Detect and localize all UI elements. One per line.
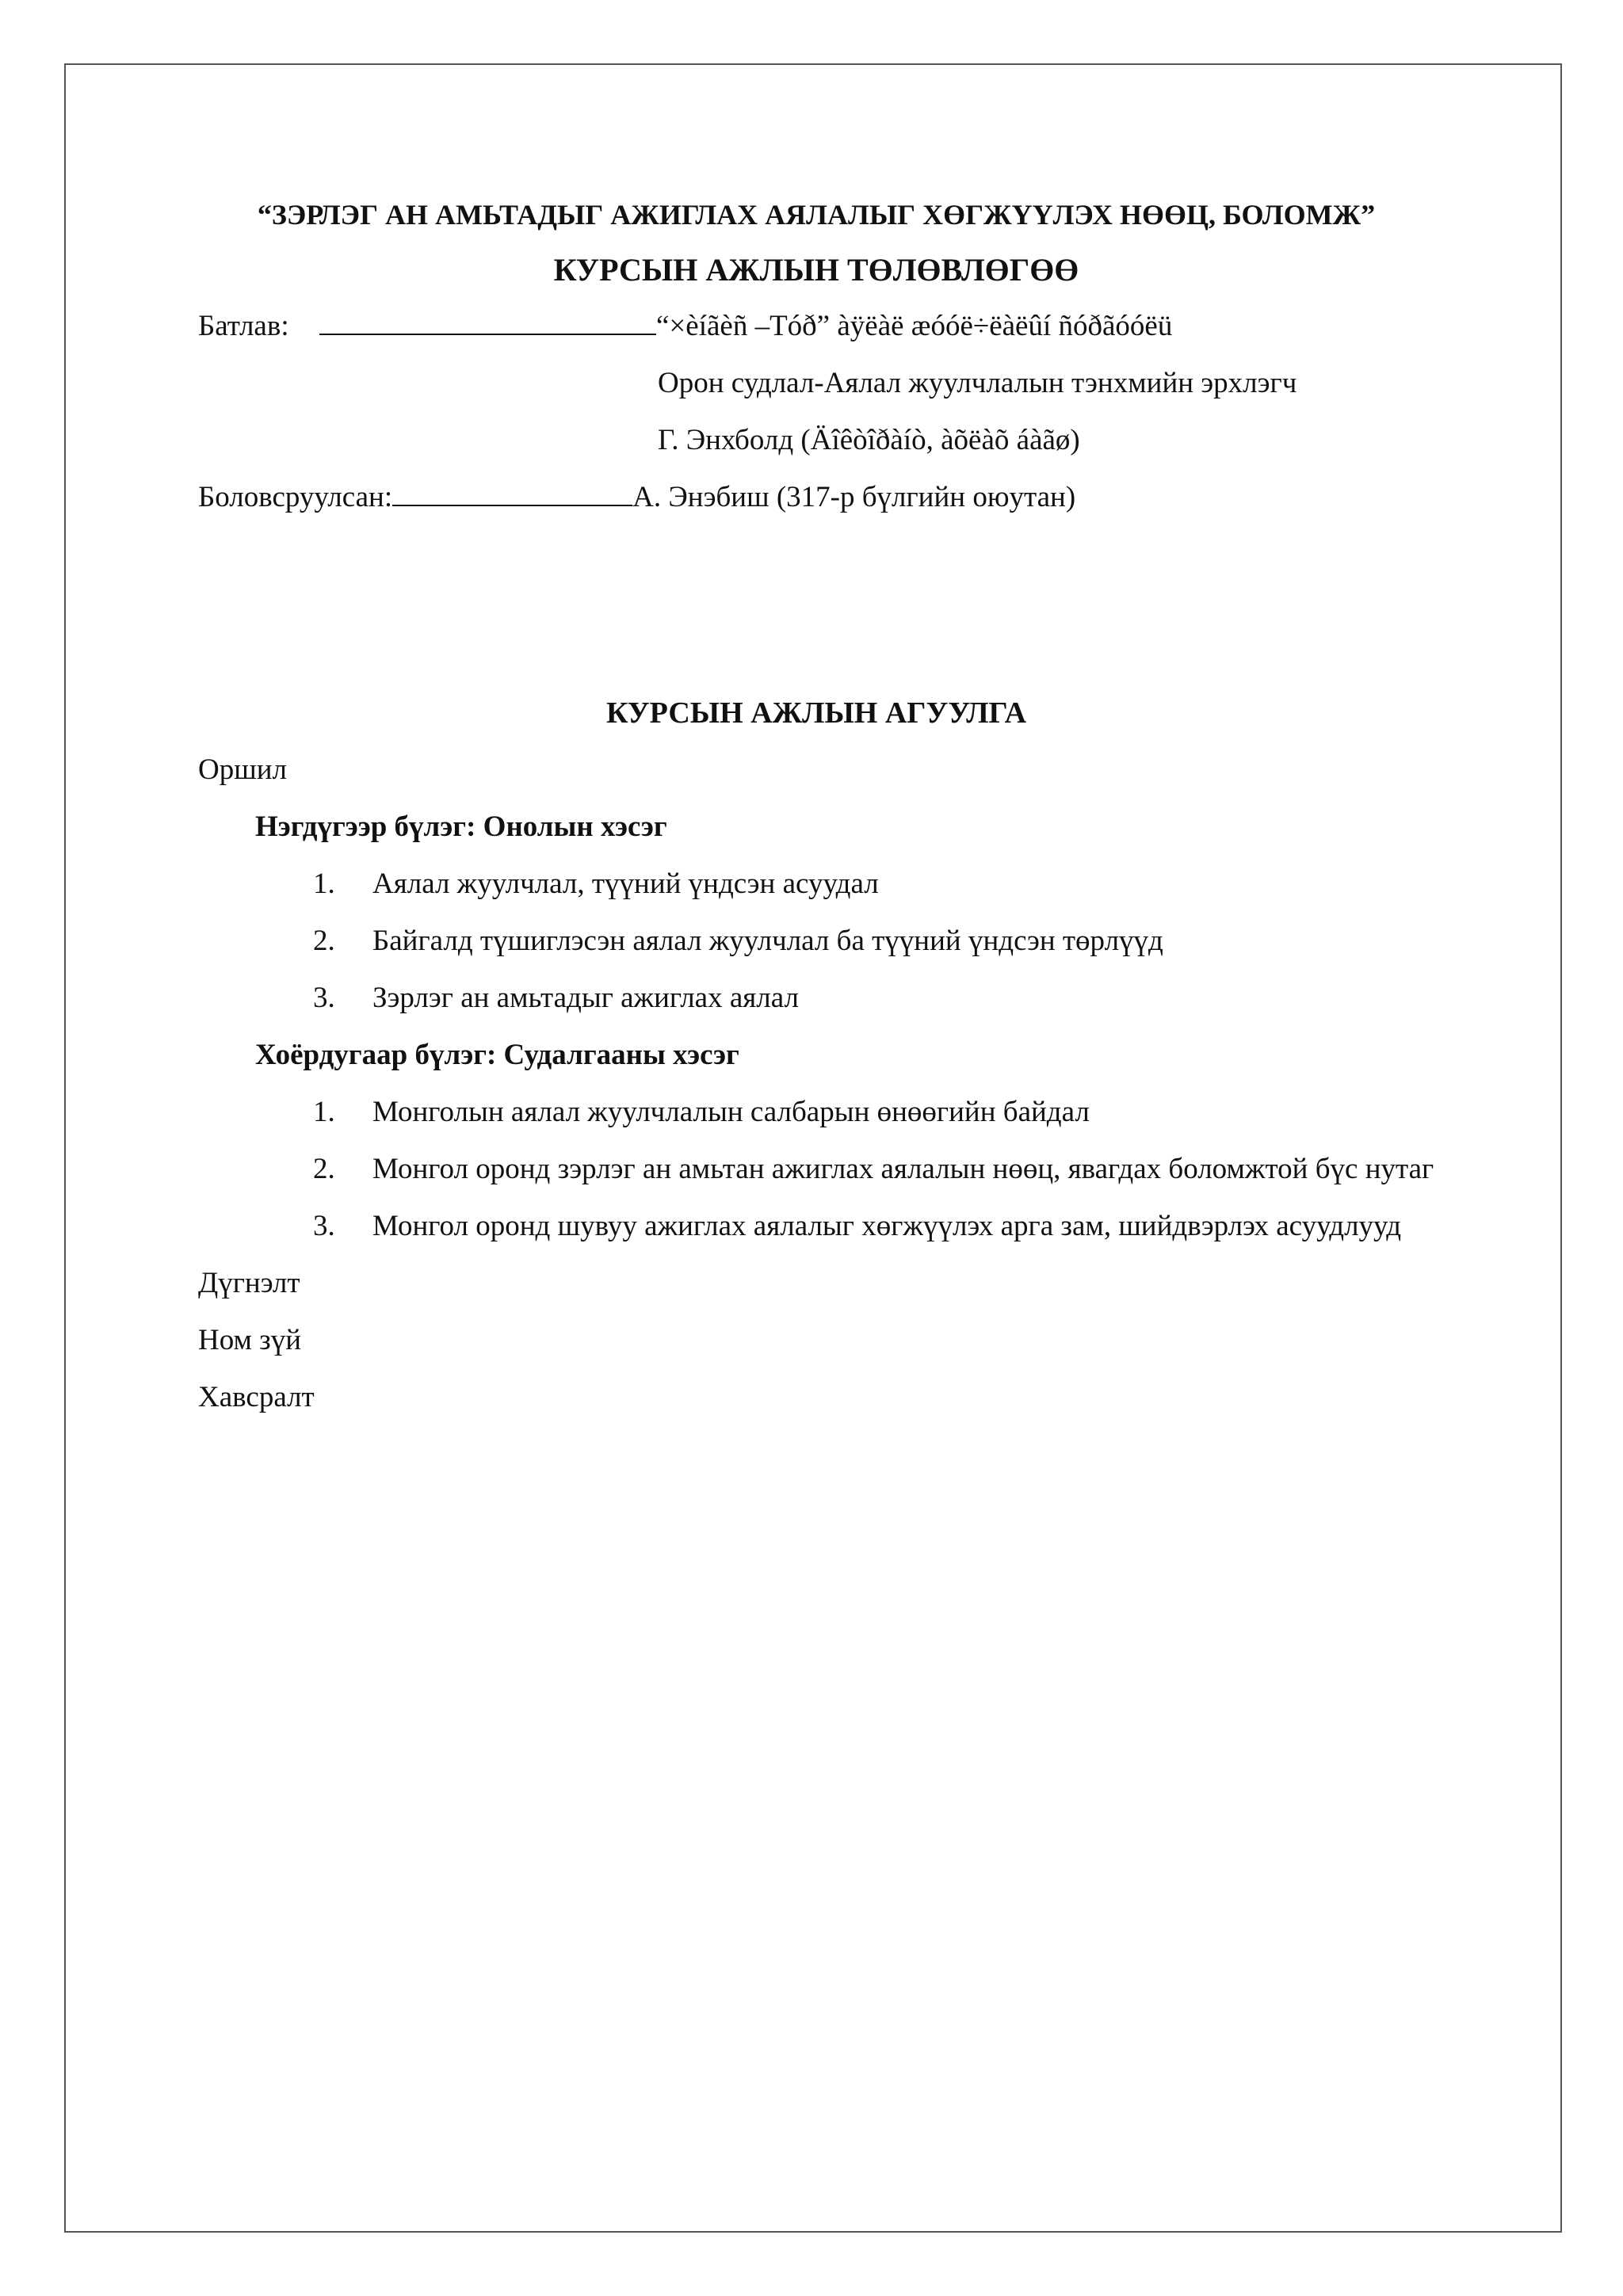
prepared-row [198, 469, 1434, 526]
list-item [198, 1141, 1434, 1198]
list-item [198, 1084, 1434, 1141]
approval-signature-line [319, 302, 656, 335]
list-item [198, 970, 1434, 1027]
toc-chapter-1: Нэгдүгээр бүлэг: Онолын хэсэг [255, 810, 667, 843]
list-item-number: 1. [313, 1096, 335, 1128]
list-item [198, 856, 1434, 913]
approver-line-3: Г. Энхболд (Äîêòîðàíò, àõëàõ áàãø) [658, 424, 1080, 456]
prepared-value: А. Энэбиш (317-р бүлгийн оюутан) [632, 481, 1076, 513]
list-item [198, 913, 1434, 970]
list-item-text: Зэрлэг ан амьтадыг ажиглах аялал [372, 982, 799, 1014]
toc-chapter-2: Хоёрдугаар бүлэг: Судалгааны хэсэг [255, 1039, 739, 1071]
toc-intro: Оршил [198, 753, 287, 786]
approver-line-1: “×èíãèñ –Tóð” àÿëàë æóóë÷ëàëûí ñóðãóóëü [656, 310, 1173, 342]
toc-appendix: Хавсралт [198, 1381, 315, 1413]
list-item-text: Аялал жуулчлал, түүний үндсэн асуудал [372, 868, 879, 900]
list-item-text: Монголын аялал жуулчлалын салбарын өнөөгийн байдал [372, 1096, 1090, 1128]
list-item-number: 2. [313, 1153, 335, 1185]
approver-line-2: Орон судлал-Аялал жуулчлалын тэнхмийн эрхлэгч [658, 367, 1297, 399]
approval-label: Батлав: [198, 310, 289, 342]
list-item-number: 3. [313, 1210, 335, 1242]
list-item-text: Байгалд түшиглэсэн аялал жуулчлал ба түүний үндсэн төрлүүд [372, 925, 1163, 957]
list-item-number: 3. [313, 982, 335, 1014]
document-title: “ЗЭРЛЭГ АН АМЬТАДЫГ АЖИГЛАХ АЯЛАЛЫГ ХӨГЖҮҮЛЭХ НӨӨЦ, БОЛОМЖ” [257, 199, 1376, 231]
toc-references: Ном зүй [198, 1324, 302, 1356]
list-item-number: 2. [313, 925, 335, 957]
list-item-text: Монгол оронд шувуу ажиглах аялалыг хөгжүүлэх арга зам, шийдвэрлэх асуудлууд [372, 1210, 1402, 1242]
document-body [198, 187, 1434, 1426]
toc-title: КУРСЫН АЖЛЫН АГУУЛГА [605, 696, 1027, 730]
list-item-number: 1. [313, 868, 335, 900]
prepared-signature-line [392, 473, 632, 506]
toc-conclusion: Дүгнэлт [198, 1267, 300, 1299]
document-subtitle: КУРСЫН АЖЛЫН ТӨЛӨВЛӨГӨӨ [553, 252, 1079, 288]
approval-row [198, 298, 1434, 355]
list-item [198, 1198, 1434, 1255]
prepared-label: Боловсруулсан: [198, 481, 393, 513]
list-item-text: Монгол оронд зэрлэг ан амьтан ажиглах аялалын нөөц, явагдах боломжтой бүс нутаг [372, 1153, 1434, 1185]
